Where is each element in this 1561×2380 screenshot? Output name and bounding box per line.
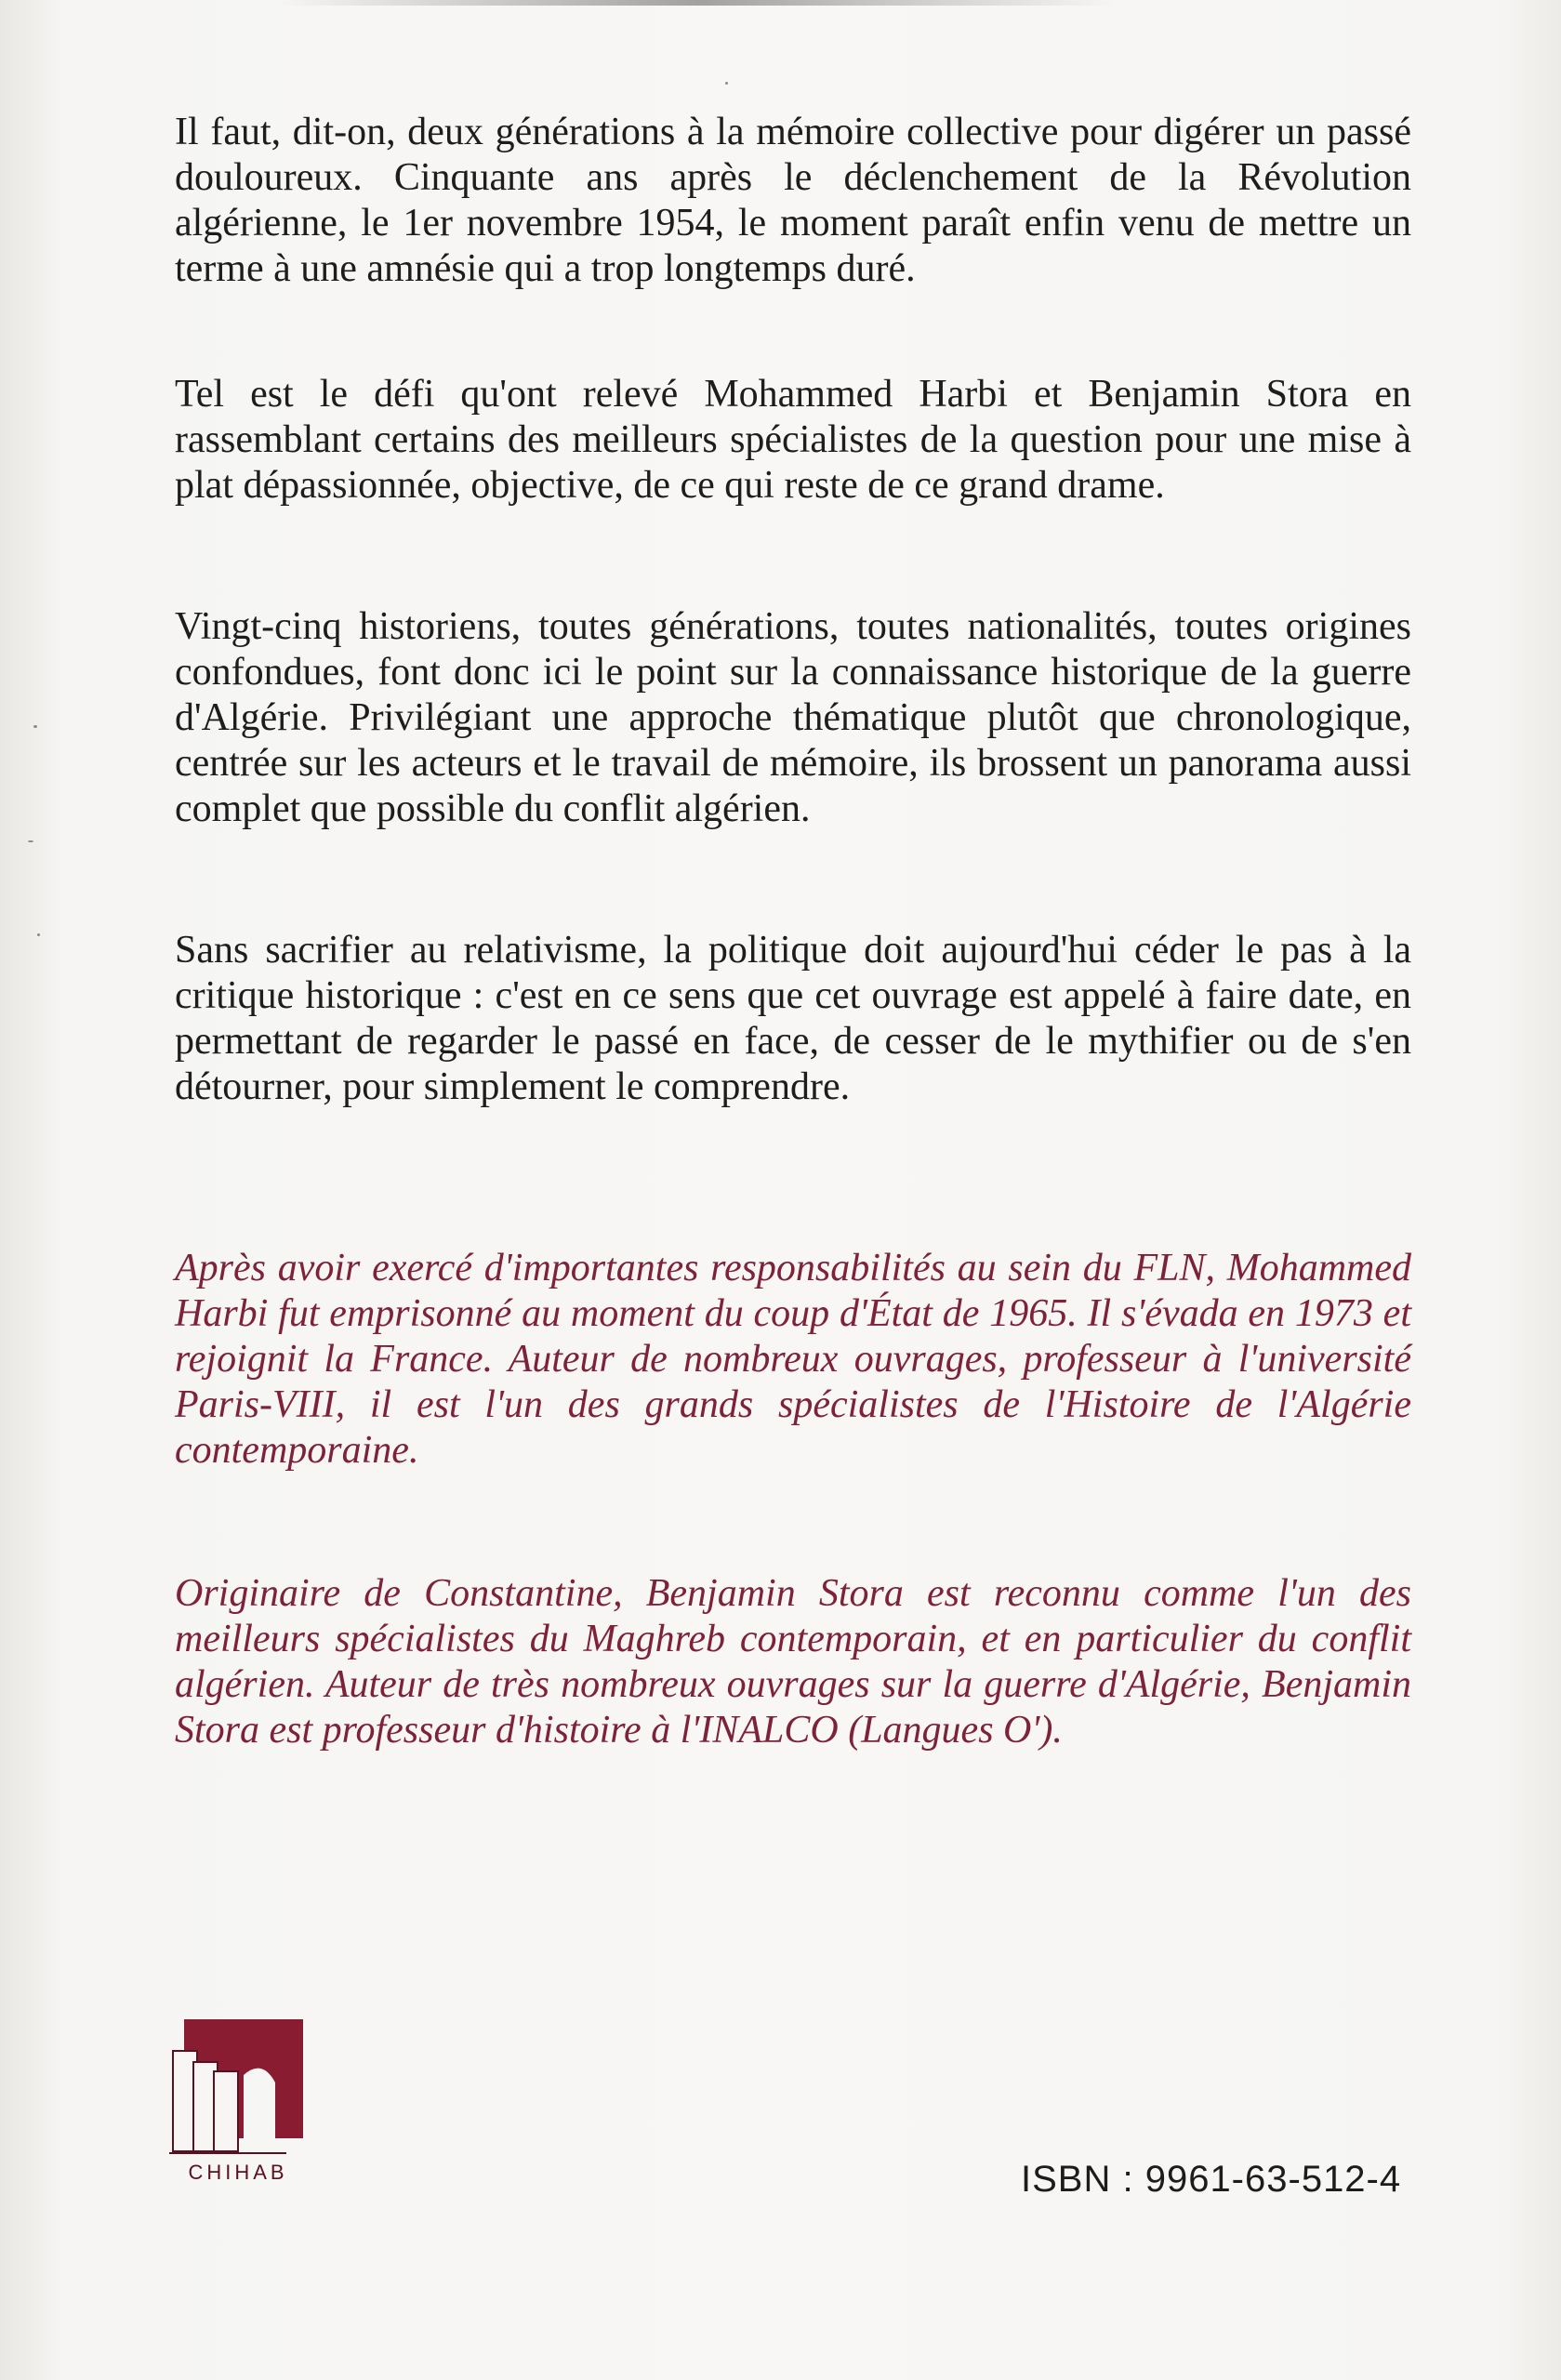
publisher-name: CHIHAB [188, 2161, 288, 2184]
summary-paragraph-4: Sans sacrifier au relativisme, la politique doit aujourd'hui céder le pas à la critique historique : c'est en ce sens que cet ouvrage est appelé à faire date, en permettant de regarder le passé en face, de cesser de le mythifier ou de s'en détourner, pour simplement le comprendre. [175, 929, 1411, 1108]
scan-top-edge [279, 0, 1116, 6]
scan-speck [725, 82, 728, 85]
summary-paragraph-1: Il faut, dit-on, deux générations à la mémoire collective pour digérer un passé douloureux. Cinquante ans après le déclenchement de la Révolution algérienne, le 1er novembre 1954, le moment paraît enfin venu de mettre un terme à une amnésie qui a trop longtemps duré. [175, 111, 1411, 290]
summary-paragraph-3: Vingt-cinq historiens, toutes générations, toutes nationalités, toutes origines confondues, font donc ici le point sur la connaissance historique de la guerre d'Algérie. Privilégiant une approche thématique plutôt que chronologique, centrée sur les acteurs et le travail de mémoire, ils brossent un panorama aussi complet que possible du conflit algérien. [175, 605, 1411, 830]
author-bio-harbi: Après avoir exercé d'importantes responsabilités au sein du FLN, Mohammed Harbi fut emprisonné au moment du coup d'État de 1965. Il s'évada en 1973 et rejoignit la France. Auteur de nombreux ouvrages, professeur à l'université Paris-VIII, il est l'un des grands spécialistes de l'Histoire de l'Algérie contemporaine. [175, 1247, 1411, 1472]
scan-speck [33, 725, 37, 728]
isbn-number: ISBN : 9961-63-512-4 [1021, 2159, 1402, 2200]
scan-speck [37, 933, 40, 936]
summary-paragraph-2: Tel est le défi qu'ont relevé Mohammed Harbi et Benjamin Stora en rassemblant certains des meilleurs spécialistes de la question pour une mise à plat dépassionnée, objective, de ce qui reste de ce grand drame. [175, 373, 1411, 507]
scan-speck [28, 840, 33, 842]
author-bio-stora: Originaire de Constantine, Benjamin Stora est reconnu comme l'un des meilleurs spécialistes du Maghreb contemporain, et en particulier du conflit algérien. Auteur de très nombreux ouvrages sur la guerre d'Algérie, Benjamin Stora est professeur d'histoire à l'INALCO (Langues O'). [175, 1572, 1411, 1752]
